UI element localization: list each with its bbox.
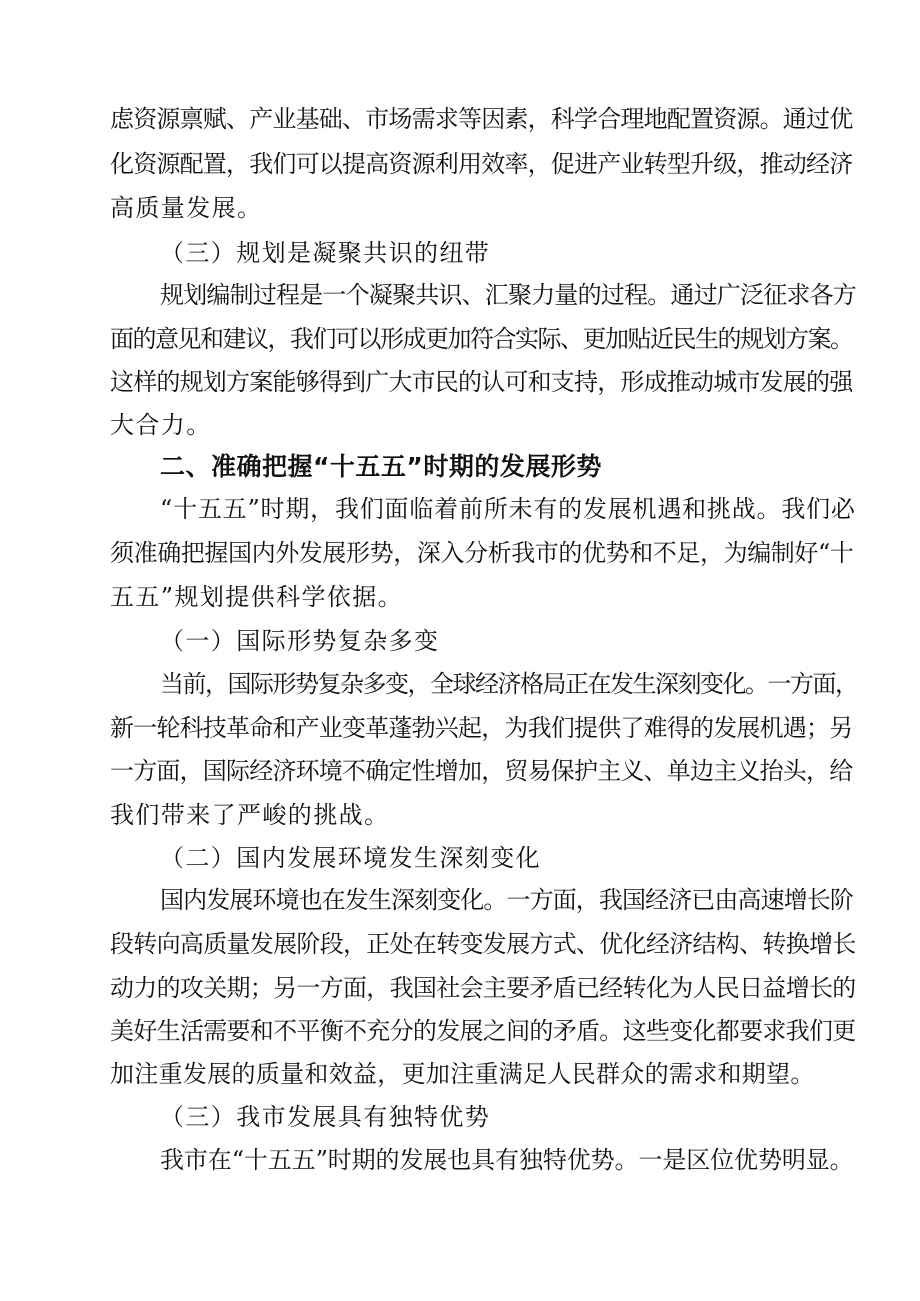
paragraph-line: 高质量发展。: [110, 194, 263, 222]
paragraph-line: 美好生活需要和不平衡不充分的发展之间的矛盾。这些变化都要求我们更: [110, 1017, 856, 1045]
paragraph-line: 虑资源禀赋、产业基础、市场需求等因素，科学合理地配置资源。通过优: [110, 105, 853, 133]
paragraph-line: “十五五”时期，我们面临着前所未有的发展机遇和挑战。我们必: [160, 495, 856, 523]
paragraph-line: 我市在“十五五”时期的发展也具有独特优势。一是区位优势明显。: [160, 1146, 854, 1174]
paragraph-line: 一方面，国际经济环境不确定性增加，贸易保护主义、单边主义抬头，给: [110, 757, 853, 785]
paragraph-line: 新一轮科技革命和产业变革蓬勃兴起，为我们提供了难得的发展机遇；另: [110, 714, 853, 742]
paragraph-line: 这样的规划方案能够得到广大市民的认可和支持，形成推动城市发展的强: [110, 368, 853, 396]
paragraph-line: 大合力。: [110, 411, 212, 439]
section-heading: 二、准确把握“十五五”时期的发展形势: [160, 452, 602, 481]
section-subheading: （三）我市发展具有独特优势: [160, 1103, 491, 1131]
paragraph-line: 段转向高质量发展阶段，正处在转变发展方式、优化经济结构、转换增长: [110, 930, 856, 958]
paragraph-line: 国内发展环境也在发生深刻变化。一方面，我国经济已由高速增长阶: [160, 886, 853, 914]
paragraph-line: 化资源配置，我们可以提高资源利用效率，促进产业转型升级，推动经济: [110, 150, 853, 178]
paragraph-line: 规划编制过程是一个凝聚共识、汇聚力量的过程。通过广泛征求各方: [160, 281, 856, 309]
paragraph-line: 五五”规划提供科学依据。: [110, 583, 404, 611]
paragraph-line: 须准确把握国内外发展形势，深入分析我市的优势和不足，为编制好“十: [110, 539, 854, 567]
paragraph-line: 加注重发展的质量和效益，更加注重满足人民群众的需求和期望。: [110, 1060, 815, 1088]
section-subheading: （一）国际形势复杂多变: [160, 627, 440, 655]
section-subheading: （二）国内发展环境发生深刻变化: [160, 844, 541, 872]
section-subheading: （三）规划是凝聚共识的纽带: [160, 239, 491, 267]
paragraph-line: 动力的攻关期；另一方面，我国社会主要矛盾已经转化为人民日益增长的: [110, 974, 856, 1002]
paragraph-line: 面的意见和建议，我们可以形成更加符合实际、更加贴近民生的规划方案。: [110, 325, 853, 353]
paragraph-line: 当前，国际形势复杂多变，全球经济格局正在发生深刻变化。一方面，: [160, 670, 858, 698]
paragraph-line: 我们带来了严峻的挑战。: [110, 801, 390, 829]
